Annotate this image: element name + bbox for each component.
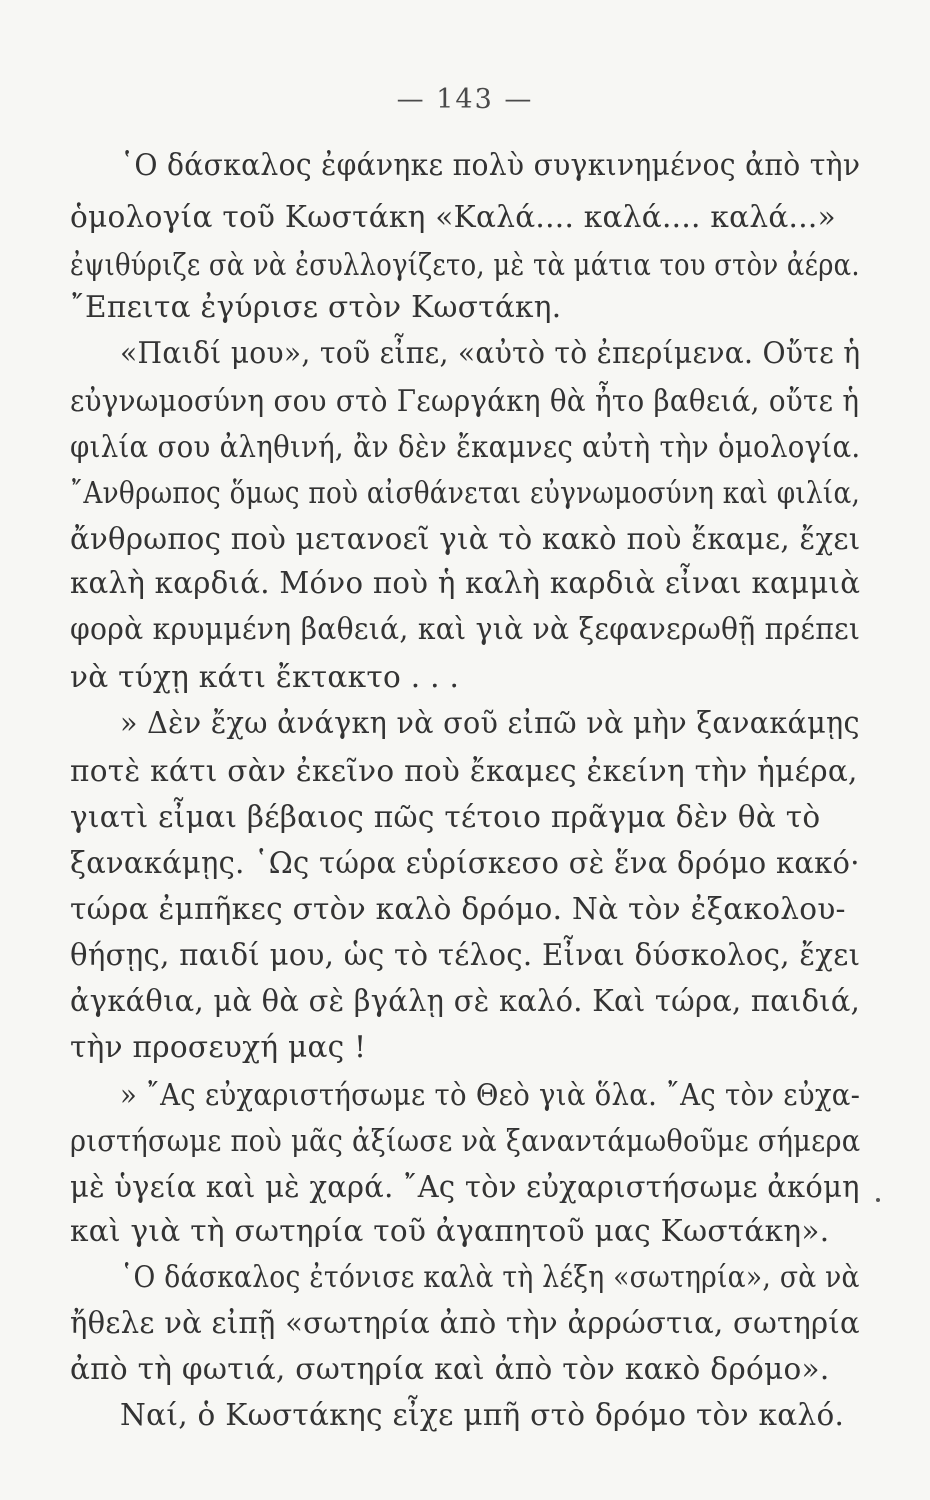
- text-line: εὐγνωμοσύνη σου στὸ Γεωργάκη θὰ ἦτο βαθειά, οὔτε ἡ: [70, 384, 860, 418]
- text-line: ἐψιθύριζε σὰ νὰ ἐσυλλογίζετο, μὲ τὰ μάτια του στὸν ἀέρα.: [70, 248, 860, 282]
- text-line: καλὴ καρδιά. Μόνο ποὺ ἡ καλὴ καρδιὰ εἶναι καμμιὰ: [70, 566, 861, 600]
- text-line: » ῎Ας εὐχαριστήσωμε τὸ Θεὸ γιὰ ὅλα. ῎Ας τὸν εὐχα-: [120, 1078, 861, 1112]
- text-line: θήσῃς, παιδί μου, ὡς τὸ τέλος. Εἶναι δύσκολος, ἔχει: [70, 938, 861, 972]
- text-line: ἀπὸ τὴ φωτιά, σωτηρία καὶ ἀπὸ τὸν κακὸ δρόμο».: [70, 1352, 830, 1386]
- text-line: καὶ γιὰ τὴ σωτηρία τοῦ ἀγαπητοῦ μας Κωστάκη».: [70, 1214, 830, 1248]
- text-line: τώρα ἐμπῆκες στὸν καλὸ δρόμο. Νὰ τὸν ἐξακολου-: [70, 892, 846, 926]
- text-line: ῎Επειτα ἐγύρισε στὸν Κωστάκη.: [70, 290, 562, 324]
- text-line: τὴν προσευχή μας !: [70, 1030, 367, 1064]
- text-line: Ναί, ὁ Κωστάκης εἶχε μπῆ στὸ δρόμο τὸν καλό.: [120, 1398, 845, 1432]
- text-line: ἤθελε νὰ εἰπῇ «σωτηρία ἀπὸ τὴν ἀρρώστια, σωτηρία: [70, 1306, 860, 1340]
- text-line: ῎Ανθρωπος ὅμως ποὺ αἰσθάνεται εὐγνωμοσύνη καὶ φιλία,: [70, 476, 861, 510]
- text-line: μὲ ὑγεία καὶ μὲ χαρά. ῎Ας τὸν εὐχαριστήσωμε ἀκόμη: [70, 1170, 860, 1204]
- text-line: ῾Ο δάσκαλος ἐφάνηκε πολὺ συγκινημένος ἀπὸ τὴν: [120, 148, 861, 182]
- print-speck: [876, 1198, 880, 1202]
- text-line: φιλία σου ἀληθινή, ἂν δὲν ἔκαμνες αὐτὴ τὴν ὁμολογία.: [70, 430, 861, 464]
- text-line: φορὰ κρυμμένη βαθειά, καὶ γιὰ νὰ ξεφανερωθῇ πρέπει: [70, 612, 861, 646]
- page-number: — 143 —: [396, 84, 534, 115]
- text-line: νὰ τύχῃ κάτι ἔκτακτο . . .: [70, 660, 460, 694]
- text-line: ὁμολογία τοῦ Κωστάκη «Καλά.... καλά.... καλά...»: [70, 200, 836, 234]
- text-line: γιατὶ εἶμαι βέβαιος πῶς τέτοιο πρᾶγμα δὲν θὰ τὸ: [70, 800, 821, 834]
- text-line: ποτὲ κάτι σὰν ἐκεῖνο ποὺ ἔκαμες ἐκείνη τὴν ἡμέρα,: [70, 754, 858, 788]
- text-line: ῾Ο δάσκαλος ἐτόνισε καλὰ τὴ λέξη «σωτηρία», σὰ νὰ: [120, 1260, 860, 1294]
- text-line: ριστήσωμε ποὺ μᾶς ἀξίωσε νὰ ξαναντάμωθοῦμε σήμερα: [70, 1124, 861, 1158]
- text-line: ἄνθρωπος ποὺ μετανοεῖ γιὰ τὸ κακὸ ποὺ ἔκαμε, ἔχει: [70, 522, 861, 556]
- text-line: » Δὲν ἔχω ἀνάγκη νὰ σοῦ εἰπῶ νὰ μὴν ξανακάμῃς: [120, 706, 860, 740]
- text-line: «Παιδί μου», τοῦ εἶπε, «αὐτὸ τὸ ἐπερίμενα. Οὔτε ἡ: [120, 336, 861, 370]
- text-line: ἀγκάθια, μὰ θὰ σὲ βγάλῃ σὲ καλό. Καὶ τώρα, παιδιά,: [70, 984, 861, 1018]
- text-line: ξανακάμῃς. ῾Ως τώρα εὑρίσκεσο σὲ ἕνα δρόμο κακό·: [70, 846, 860, 880]
